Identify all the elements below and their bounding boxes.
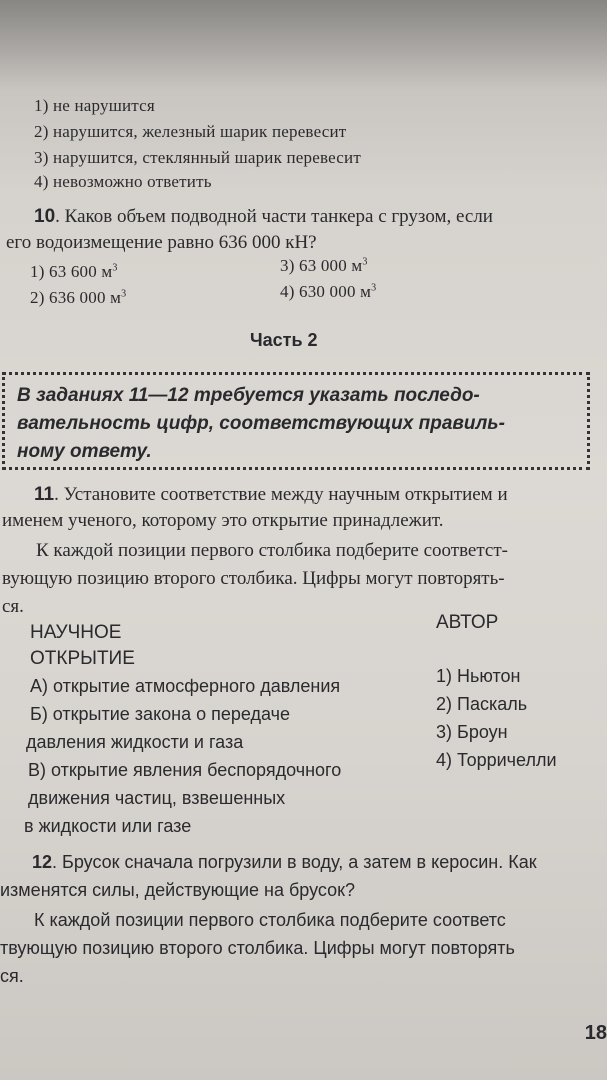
instruction-line-3: ному ответу. (17, 441, 152, 462)
part2-title: Часть 2 (250, 330, 318, 350)
instruction-line-2: вательность цифр, соответствующих правиль- (17, 413, 505, 434)
q9-option-1: 1) не нарушится (34, 96, 155, 115)
col2-header: АВТОР (436, 612, 499, 633)
q9-option-4: 4) невозможно ответить (34, 172, 212, 191)
q11-line-5: ся. (2, 596, 24, 617)
q12-number: 12 (32, 852, 53, 872)
col1-item-c-cont1: движения частиц, взвешенных (28, 788, 286, 808)
col2-item-3: 3) Броун (436, 722, 508, 742)
q12-line-3: К каждой позиции первого столбика подберите соответс (34, 910, 506, 930)
q9-option-3: 3) нарушится, стеклянный шарик перевесит (34, 148, 361, 167)
q10-text-line2: его водоизмещение равно 636 000 кН? (6, 232, 317, 253)
q10-option-3: 3) 63 000 $м^3$ (280, 256, 368, 275)
col1-item-b: Б) открытие закона о передаче (30, 704, 291, 724)
col1-header-line1: НАУЧНОЕ (30, 622, 122, 643)
q11-line-1 (34, 484, 508, 506)
q10-option-4: 4) 630 000 $м^3$ (280, 282, 377, 301)
q10-number: 10 (34, 206, 56, 227)
q10-option-1: 1) 63 600 $м^3$ (30, 262, 118, 281)
q12-line-2: изменятся силы, действующие на брусок? (0, 880, 355, 900)
q12-line-1 (32, 852, 537, 873)
col1-item-a: А) открытие атмосферного давления (30, 676, 341, 696)
q11-text: . Установите соответствие между научным открытием и (54, 484, 508, 505)
col2-item-1: 1) Ньютон (436, 666, 521, 686)
q10-text-line1 (34, 206, 493, 228)
q11-line-4: вующую позицию второго столбика. Цифры могут повторять- (2, 568, 505, 589)
instruction-line-1: В заданиях 11—12 требуется указать последо- (17, 385, 480, 406)
col2-item-4: 4) Торричелли (436, 750, 557, 770)
col1-item-c-cont2: в жидкости или газе (24, 816, 192, 836)
q9-option-2: 2) нарушится, железный шарик перевесит (34, 122, 347, 141)
col1-header-line2: ОТКРЫТИЕ (30, 648, 135, 669)
page-shadow (0, 0, 607, 90)
q10-option-2: 2) 636 000 $м^3$ (30, 288, 127, 307)
instruction-box (2, 372, 590, 470)
q11-number: 11 (34, 484, 55, 505)
col1-item-b-cont: давления жидкости и газа (26, 732, 244, 752)
q12-line-5: ся. (0, 966, 24, 986)
q12-text: . Брусок сначала погрузили в воду, а затем в керосин. Как (52, 852, 537, 872)
col1-item-c: В) открытие явления беспорядочного (28, 760, 342, 780)
col2-item-2: 2) Паскаль (436, 694, 528, 714)
q11-line-3: К каждой позиции первого столбика подберите соответст- (36, 540, 508, 561)
q10-text: . Каков объем подводной части танкера с грузом, если (55, 206, 493, 227)
q11-line-2: именем ученого, которому это открытие принадлежит. (2, 510, 444, 531)
q12-line-4: твующую позицию второго столбика. Цифры могут повторять (0, 938, 515, 958)
page-number: 18 (584, 1022, 607, 1044)
